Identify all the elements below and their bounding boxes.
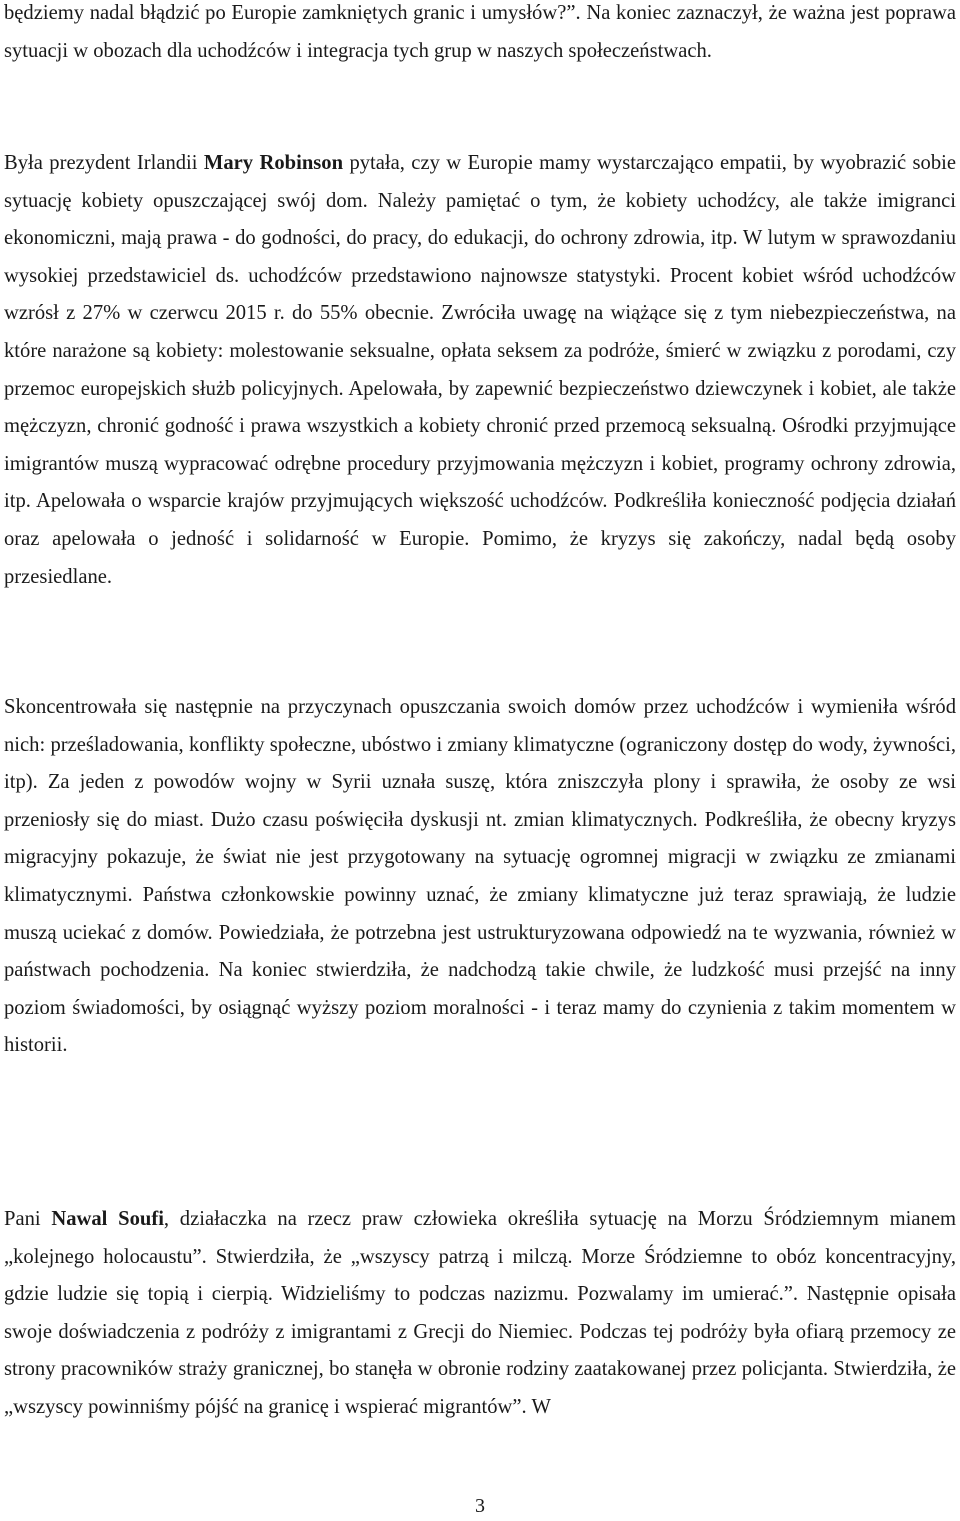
paragraph-3-text: Skoncentrowała się następnie na przyczynach opuszczania swoich domów przez uchodźców i wymieniła wśród nich: prześladowania, konflikty społeczne, ubóstwo i zmiany klimatyczne (ograniczony dostęp do wody, żywności, itp). Za jeden z powodów wojny w Syrii uznała suszę, która zniszczyła plony i sprawiła, że osoby ze wsi przeniosły się do miast. Dużo czasu poświęciła dyskusji nt. zmian klimatycznych. Podkreśliła, że obecny kryzys migracyjny pokazuje, że świat nie jest przygotowany na sytuację ogromnej migracji w związku ze zmianami klimatycznymi. Państwa członkowskie powinny uznać, że zmiany klimatyczne już teraz sprawiają, że ludzie muszą uciekać z domów. Powiedziała, że potrzebna jest ustrukturyzowana odpowiedź na te wyzwania, również w państwach pochodzenia. Na koniec stwierdziła, że nadchodzą takie chwile, że ludzkość musi przejść na inny poziom świadomości, by osiągnąć wyższy poziom moralności - i teraz mamy do czynienia z takim momentem w historii. <box>4 696 956 1057</box>
person-name-mary-robinson: Mary Robinson <box>203 152 344 174</box>
paragraph-3 <box>4 689 956 1065</box>
paragraph-1 <box>4 0 956 70</box>
paragraph-4 <box>4 1201 956 1427</box>
person-name-nawal-soufi: Nawal Soufi <box>51 1208 164 1230</box>
paragraph-2-text-b: pytała, czy w Europie mamy wystarczająco empatii, by wyobrazić sobie sytuację kobiety opuszczającej swój dom. Należy pamiętać o tym, że kobiety uchodźcy, ale także imigranci ekonomiczni, mają prawa - do godności, do pracy, do edukacji, do ochrony zdrowia, itp. W lutym w sprawozdaniu wysokiej przedstawiciel ds. uchodźców przedstawiono najnowsze statystyki. Procent kobiet wśród uchodźców wzrósł z 27% w czerwcu 2015 r. do 55% obecnie. Zwróciła uwagę na wiążące się z tym niebezpieczeństwa, na które narażone są kobiety: molestowanie seksualne, opłata seksem za podróże, śmierć w związku z porodami, czy przemoc europejskich służb policyjnych. Apelowała, by zapewnić bezpieczeństwo dziewczynek i kobiet, ale także mężczyzn, chronić godność i prawa wszystkich a kobiety chronić przed przemocą seksualną. Ośrodki przyjmujące imigrantów muszą wypracować odrębne procedury przyjmowania mężczyzn i kobiet, programy ochrony zdrowia, itp. Apelowała o wsparcie krajów przyjmujących większość uchodźców. Podkreśliła konieczność podjęcia działań oraz apelowała o jedność i solidarność w Europie. Pomimo, że kryzys się zakończy, nadal będą osoby przesiedlane. <box>4 152 956 588</box>
paragraph-4-text-a: Pani <box>4 1208 52 1230</box>
paragraph-4-text-b: , działaczka na rzecz praw człowieka określiła sytuację na Morzu Śródziemnym mianem „kolejnego holocaustu”. Stwierdziła, że „wszyscy patrzą i milczą. Morze Śródziemne to obóz koncentracyjny, gdzie ludzie się topią i cierpią. Widzieliśmy to podczas nazizmu. Pozwalamy im umierać.”. Następnie opisała swoje doświadczenia z podróży z imigrantami z Grecji do Niemiec. Podczas tej podróży była ofiarą przemocy ze strony pracowników straży granicznej, bo stanęła w obronie rodziny zaatakowanej przez policjanta. Stwierdziła, że „wszyscy powinniśmy pójść na granicę i wspierać migrantów”. W <box>4 1208 956 1418</box>
page-number: 3 <box>475 1495 485 1517</box>
paragraph-2-text-a: Była prezydent Irlandii <box>4 152 204 174</box>
paragraph-1-text: będziemy nadal błądzić po Europie zamkniętych granic i umysłów?”. Na koniec zaznaczył, że ważna jest poprawa sytuacji w obozach dla uchodźców i integracja tych grup w naszych społeczeństwach. <box>4 2 956 62</box>
paragraph-2 <box>4 145 956 596</box>
